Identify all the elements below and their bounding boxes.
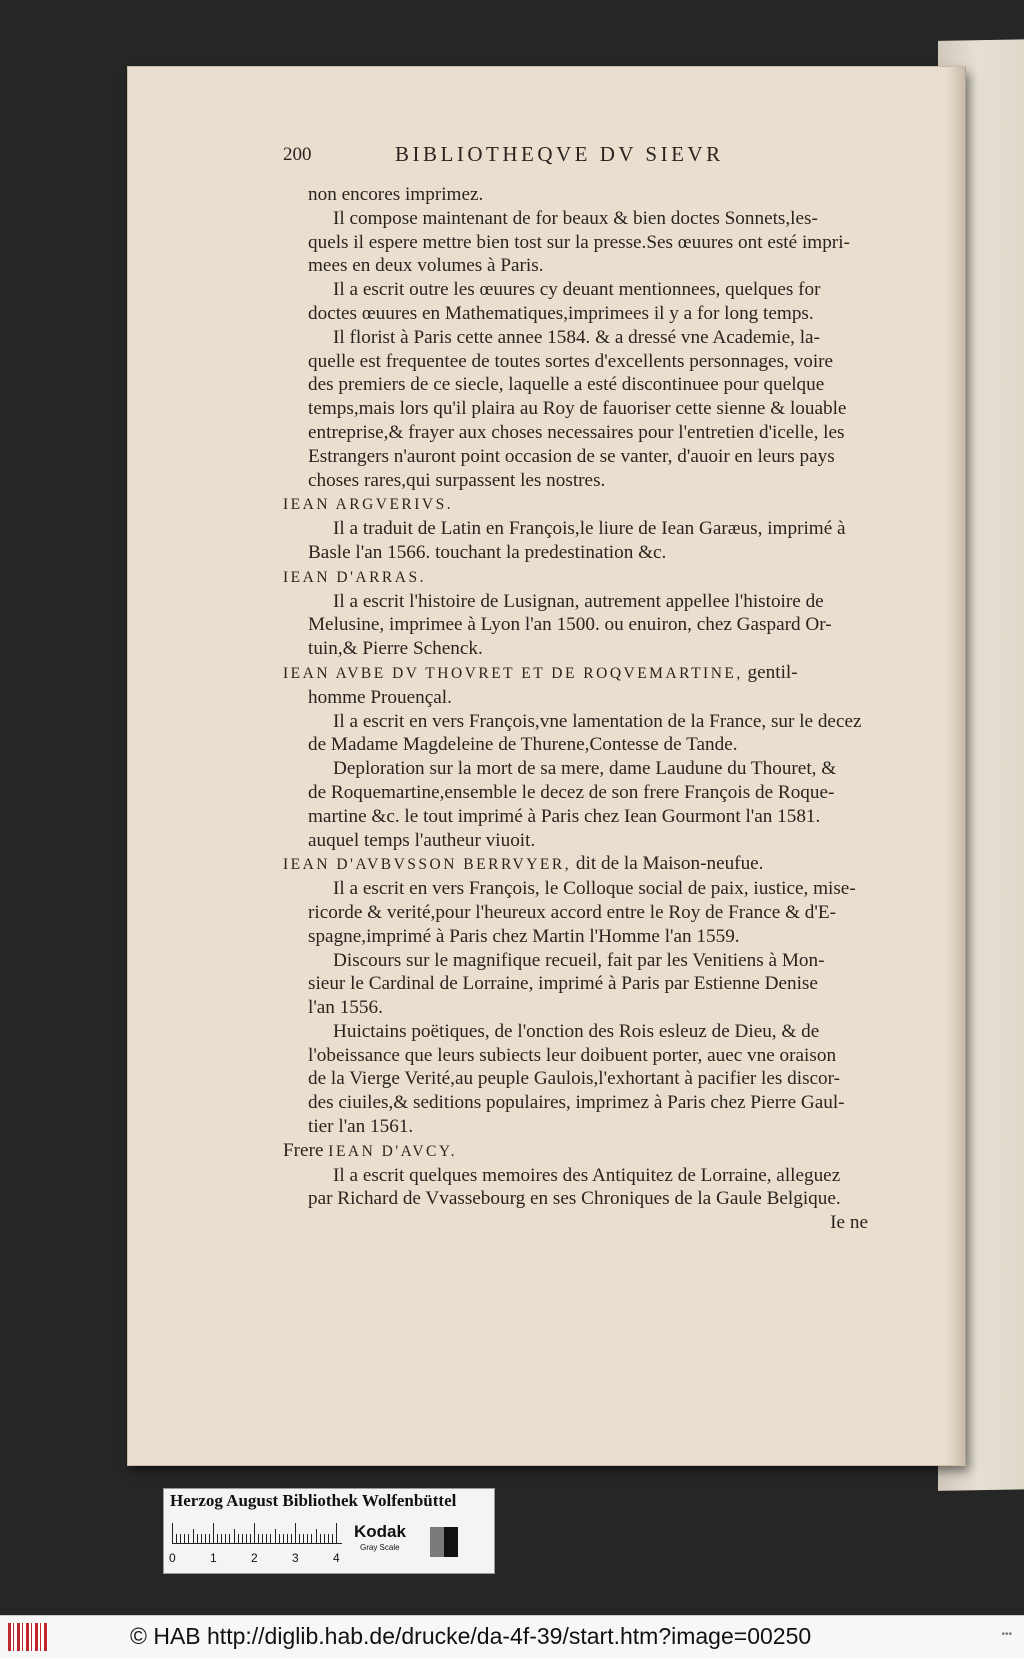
ruler-tick xyxy=(295,1523,296,1543)
running-head xyxy=(283,143,888,183)
page-text xyxy=(283,143,888,1235)
ruler-number: 4 xyxy=(333,1551,340,1565)
ruler-tick xyxy=(266,1534,267,1543)
ruler-tick xyxy=(336,1523,337,1543)
heading-rest: gentil- xyxy=(742,661,798,683)
text-line: Estrangers n'auront point occasion de se vanter, d'auoir en leurs pays xyxy=(308,445,835,467)
ruler-tick xyxy=(270,1534,271,1543)
text-line: Il a escrit en vers François, le Colloque social de paix, iustice, mise- xyxy=(333,878,856,900)
text-line: l'an 1556. xyxy=(308,997,383,1019)
footer-bar xyxy=(0,1615,1024,1658)
author-name: IEAN ARGVERIVS. xyxy=(283,496,454,514)
ruler-tick xyxy=(197,1534,198,1543)
text-line: non encores imprimez. xyxy=(308,184,484,205)
library-name: Herzog August Bibliothek Wolfenbüttel xyxy=(170,1491,457,1510)
ruler-tick xyxy=(193,1529,194,1543)
text-line: de Madame Magdeleine de Thurene,Contesse de Tande. xyxy=(308,734,738,756)
ruler-tick xyxy=(180,1534,181,1543)
ruler-number: 3 xyxy=(292,1551,299,1565)
text-line: Il a escrit en vers François,vne lamentation de la France, sur le decez xyxy=(333,710,862,732)
entry-heading xyxy=(283,661,888,686)
text-line: entreprise,& frayer aux choses necessaires pour l'entretien d'icelle, les xyxy=(308,421,845,443)
ruler-tick xyxy=(242,1534,243,1543)
ruler-tick xyxy=(287,1534,288,1543)
hab-logo-icon xyxy=(8,1623,48,1651)
heading-rest: dit de la Maison-neufue. xyxy=(571,853,764,875)
ruler-tick xyxy=(205,1534,206,1543)
text-line: Melusine, imprimee à Lyon l'an 1500. ou enuiron, chez Gaspard Or- xyxy=(308,614,832,636)
ruler xyxy=(172,1523,342,1544)
text-line: par Richard de Vvassebourg en ses Chroniques de la Gaule Belgique. xyxy=(308,1188,841,1210)
ruler-tick xyxy=(303,1534,304,1543)
ruler-tick xyxy=(324,1534,325,1543)
text-line: des premiers de ce siecle, laquelle a esté discontinuee pour quelque xyxy=(308,374,825,396)
ruler-tick xyxy=(283,1534,284,1543)
entry-heading xyxy=(283,565,888,590)
copyright-link[interactable]: © HAB http://diglib.hab.de/drucke/da-4f-39/start.htm?image=00250 xyxy=(130,1623,812,1649)
entry-heading xyxy=(283,852,888,877)
author-name: IEAN AVBE DV THOVRET ET DE ROQVEMARTINE, xyxy=(283,664,743,682)
text-line: l'obeissance que leurs subiects leur doibuent porter, auec vne oraison xyxy=(308,1044,837,1066)
text-line: des ciuiles,& seditions populaires, imprimez à Paris chez Pierre Gaul- xyxy=(308,1092,845,1114)
text-line: Il florist à Paris cette annee 1584. & a dressé vne Academie, la- xyxy=(333,326,820,348)
entry-heading xyxy=(283,492,888,517)
text-line: de la Vierge Verité,au peuple Gaulois,l'exhortant à pacifier les discor- xyxy=(308,1068,841,1090)
text-line: de Roquemartine,ensemble le decez de son frere François de Roque- xyxy=(308,781,835,803)
ruler-tick xyxy=(258,1534,259,1543)
running-title: BIBLIOTHEQVE DV SIEVR xyxy=(395,142,724,166)
ruler-tick xyxy=(172,1523,173,1543)
text-line: tuin,& Pierre Schenck. xyxy=(308,638,483,660)
text-line: homme Prouençal. xyxy=(308,686,452,708)
ruler-tick xyxy=(217,1534,218,1543)
ruler-tick xyxy=(299,1534,300,1543)
text-line: Il a escrit quelques memoires des Antiquitez de Lorraine, alleguez xyxy=(333,1164,841,1186)
ruler-tick xyxy=(176,1534,177,1543)
ruler-tick xyxy=(311,1534,312,1543)
ruler-tick xyxy=(307,1534,308,1543)
text-line: Il a escrit l'histoire de Lusignan, autrement appellee l'histoire de xyxy=(333,590,824,612)
ruler-tick xyxy=(279,1534,280,1543)
heading-prefix: Frere xyxy=(283,1139,329,1161)
ruler-tick xyxy=(291,1534,292,1543)
text-line: Basle l'an 1566. touchant la predestination &c. xyxy=(308,541,667,563)
ruler-tick xyxy=(221,1534,222,1543)
page-number: 200 xyxy=(283,144,312,165)
text-line: Discours sur le magnifique recueil, fait par les Venitiens à Mon- xyxy=(333,949,825,971)
ruler-tick xyxy=(250,1534,251,1543)
gray-swatch xyxy=(430,1527,444,1557)
text-line: Il compose maintenant de for beaux & bien doctes Sonnets,les- xyxy=(333,207,818,229)
text-lines xyxy=(283,183,888,1235)
ruler-tick xyxy=(275,1529,276,1543)
ruler-tick xyxy=(332,1534,333,1543)
text-line: spagne,imprimé à Paris chez Martin l'Homme l'an 1559. xyxy=(308,925,740,947)
ruler-tick xyxy=(209,1534,210,1543)
ruler-tick xyxy=(254,1523,255,1543)
black-swatch xyxy=(444,1527,458,1557)
ruler-tick xyxy=(188,1534,189,1543)
text-line: mees en deux volumes à Paris. xyxy=(308,255,544,277)
text-line: ricorde & verité,pour l'heureux accord entre le Roy de France & d'E- xyxy=(308,901,836,923)
text-line: Huictains poëtiques, de l'onction des Rois esleuz de Dieu, & de xyxy=(333,1020,820,1042)
text-line: Il a traduit de Latin en François,le liure de Iean Garæus, imprimé à xyxy=(333,518,846,540)
page-gutter-shadow xyxy=(946,67,966,1465)
ruler-tick xyxy=(184,1534,185,1543)
kodak-logo: Kodak xyxy=(354,1522,406,1541)
ruler-tick xyxy=(320,1534,321,1543)
ruler-tick xyxy=(234,1529,235,1543)
text-line: doctes œuures en Mathematiques,imprimees il y a for long temps. xyxy=(308,302,814,324)
text-line: tier l'an 1561. xyxy=(308,1116,414,1138)
ruler-tick xyxy=(225,1534,226,1543)
ruler-number: 2 xyxy=(251,1551,258,1565)
catchword: Ie ne xyxy=(830,1212,868,1234)
text-line: quelle est frequentee de toutes sortes d'excellents personnages, voire xyxy=(308,350,834,372)
text-line: quels il espere mettre bien tost sur la presse.Ses œuures ont esté impri- xyxy=(308,231,850,253)
ruler-tick xyxy=(246,1534,247,1543)
ruler-number: 1 xyxy=(210,1551,217,1565)
author-name: IEAN D'AVBVSSON BERRVYER, xyxy=(283,856,572,874)
ruler-tick xyxy=(262,1534,263,1543)
ruler-tick xyxy=(201,1534,202,1543)
footer-dots: ••• xyxy=(1001,1629,1012,1640)
text-line: temps,mais lors qu'il plaira au Roy de fauoriser cette sienne & louable xyxy=(308,398,847,420)
text-line: martine &c. le tout imprimé à Paris chez Iean Gourmont l'an 1581. xyxy=(308,805,821,827)
ruler-tick xyxy=(328,1534,329,1543)
ruler-tick xyxy=(316,1529,317,1543)
ruler-tick xyxy=(238,1534,239,1543)
color-calibration-card xyxy=(163,1488,495,1574)
ruler-tick xyxy=(213,1523,214,1543)
text-line: Il a escrit outre les œuures cy deuant mentionnees, quelques for xyxy=(333,279,821,301)
entry-heading xyxy=(283,1139,888,1164)
grayscale-label: Gray Scale xyxy=(360,1543,400,1552)
author-name: IEAN D'ARRAS. xyxy=(283,568,426,586)
ruler-number: 0 xyxy=(169,1551,176,1565)
text-line: auquel temps l'autheur viuoit. xyxy=(308,829,536,851)
text-line: sieur le Cardinal de Lorraine, imprimé à Paris par Estienne Denise xyxy=(308,973,818,995)
text-line: choses rares,qui surpassent les nostres. xyxy=(308,469,606,491)
text-line: Deploration sur la mort de sa mere, dame Laudune du Thouret, & xyxy=(333,758,837,780)
ruler-tick xyxy=(229,1534,230,1543)
author-name: IEAN D'AVCY. xyxy=(328,1142,457,1160)
